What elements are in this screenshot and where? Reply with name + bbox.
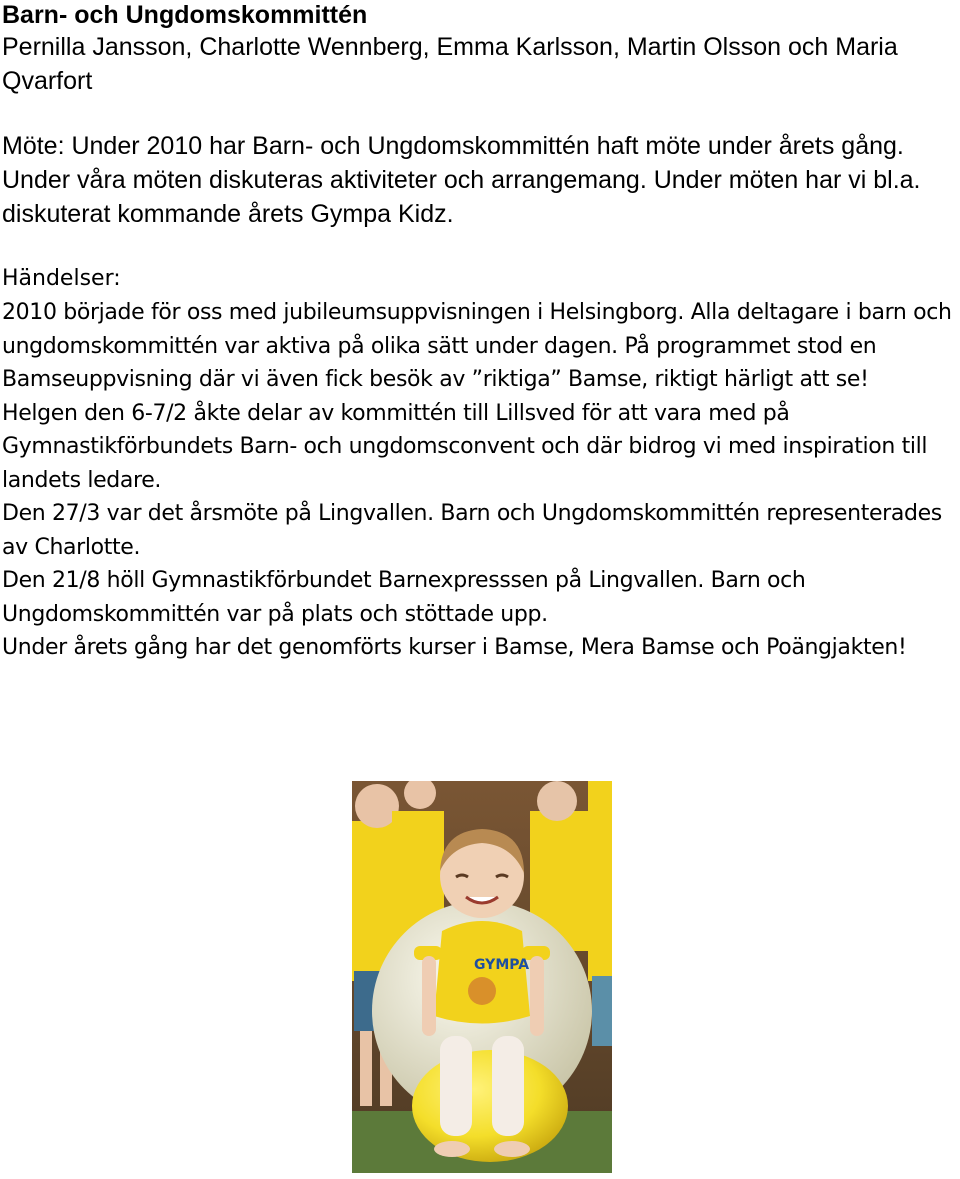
- event-paragraph: Helgen den 6-7/2 åkte delar av kommittén till Lillsved för att vara med på Gymnastikförbundets Barn- och ungdomsconvent och där bidrog vi med inspiration till landets ledare.: [2, 400, 928, 493]
- event-paragraph: 2010 började för oss med jubileumsuppvisningen i Helsingborg. Alla deltagare i barn och ungdomskommittén var aktiva på olika sätt under dagen. På programmet stod en Bamseuppvisning där vi även fick besök av ”riktiga” Bamse, riktigt härligt att se!: [2, 300, 952, 392]
- events-heading: Händelser:: [2, 266, 121, 291]
- events-list: [2, 296, 960, 665]
- event-paragraph: Under årets gång har det genomförts kurser i Bamse, Mera Bamse och Poängjakten!: [2, 635, 907, 660]
- gympa-kids-photo: [352, 781, 612, 1173]
- document-title: Barn- och Ungdomskommittén: [2, 1, 368, 29]
- event-paragraph: Den 27/3 var det årsmöte på Lingvallen. Barn och Ungdomskommittén representerades av Charlotte.: [2, 501, 942, 560]
- meeting-paragraph: Möte: Under 2010 har Barn- och Ungdomskommittén haft möte under årets gång. Under våra möten diskuteras aktiviteter och arrangemang. Under möten har vi bl.a. diskuterat kommande årets Gympa Kidz.: [2, 132, 921, 228]
- event-paragraph: Den 21/8 höll Gymnastikförbundet Barnexpresssen på Lingvallen. Barn och Ungdomskommittén var på plats och stöttade upp.: [2, 568, 806, 627]
- committee-members: Pernilla Jansson, Charlotte Wennberg, Emma Karlsson, Martin Olsson och Maria Qvarfort: [2, 33, 898, 95]
- shirt-gympa-text: GYMPA: [474, 957, 530, 973]
